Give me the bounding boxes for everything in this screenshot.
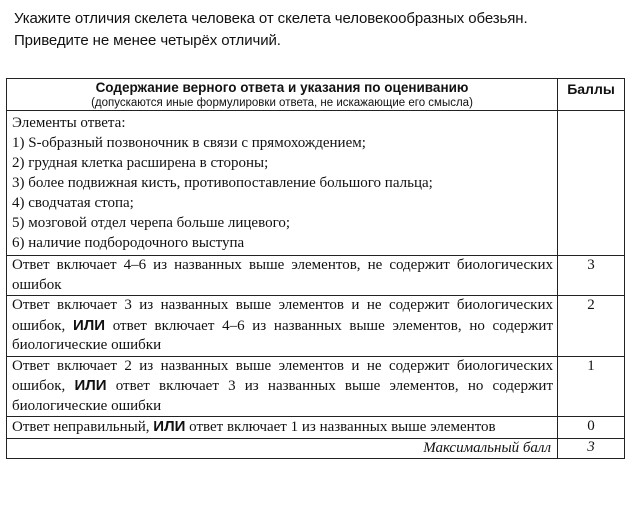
criteria-or: ИЛИ [153, 418, 186, 435]
element-item: 1) S-образный позвоночник в связи с прямохождением; [12, 135, 366, 151]
max-score-value: 3 [558, 438, 625, 458]
question-text [14, 8, 629, 52]
criteria-row [7, 296, 625, 357]
criteria-row [7, 417, 625, 439]
criteria-or: ИЛИ [74, 377, 107, 394]
header-content-note: (допускаются иные формулировки ответа, не искажающие его смысла) [91, 97, 473, 109]
criteria-text [7, 256, 558, 296]
question-line-1: Укажите отличия скелета человека от скелета человекообразных обезьян. [14, 10, 528, 27]
grading-table [6, 78, 625, 459]
elements-row [7, 111, 625, 256]
elements-title: Элементы ответа: [12, 115, 126, 131]
header-points-cell: Баллы [558, 79, 625, 111]
header-content-title: Содержание верного ответа и указания по оцениванию [95, 80, 469, 95]
question-line-2: Приведите не менее четырёх отличий. [14, 32, 281, 49]
criteria-text [7, 417, 558, 439]
elements-score-cell [558, 111, 625, 256]
criteria-text-a: Ответ включает 4–6 из названных выше элементов, не содержит биологических ошибок [12, 257, 553, 293]
criteria-text [7, 296, 558, 357]
criteria-row [7, 356, 625, 417]
criteria-text-b: ответ включает 3 из названных выше элементов, но содержит биологические ошибки [12, 378, 554, 414]
element-item: 2) грудная клетка расширена в стороны; [12, 155, 269, 171]
criteria-text-a: Ответ включает 3 из названных выше элементов и не содержит биологических ошибок, [12, 297, 553, 334]
element-item: 3) более подвижная кисть, противопоставление большого пальца; [12, 175, 433, 191]
criteria-score: 1 [558, 356, 625, 417]
max-row [7, 438, 625, 458]
criteria-row [7, 256, 625, 296]
criteria-text-a: Ответ включает 2 из названных выше элементов и не содержит биологических ошибок, [12, 357, 553, 394]
max-score-label: Максимальный балл [7, 438, 558, 458]
criteria-text-a: Ответ неправильный, [12, 419, 154, 435]
criteria-or: ИЛИ [72, 316, 106, 334]
criteria-score: 2 [558, 296, 625, 357]
criteria-score: 0 [558, 417, 625, 439]
header-row [7, 79, 625, 111]
criteria-text [7, 356, 558, 417]
elements-cell [7, 111, 558, 256]
element-item: 5) мозговой отдел черепа больше лицевого; [12, 215, 291, 231]
criteria-text-b: ответ включает 1 из названных выше элементов [185, 419, 496, 435]
element-item: 4) сводчатая стопа; [12, 195, 134, 211]
criteria-text-b: ответ включает 4–6 из названных выше элементов, но содержит биологические ошибки [12, 317, 554, 353]
element-item: 6) наличие подбородочного выступа [12, 235, 245, 251]
header-content-cell [7, 79, 558, 111]
criteria-score: 3 [558, 256, 625, 296]
